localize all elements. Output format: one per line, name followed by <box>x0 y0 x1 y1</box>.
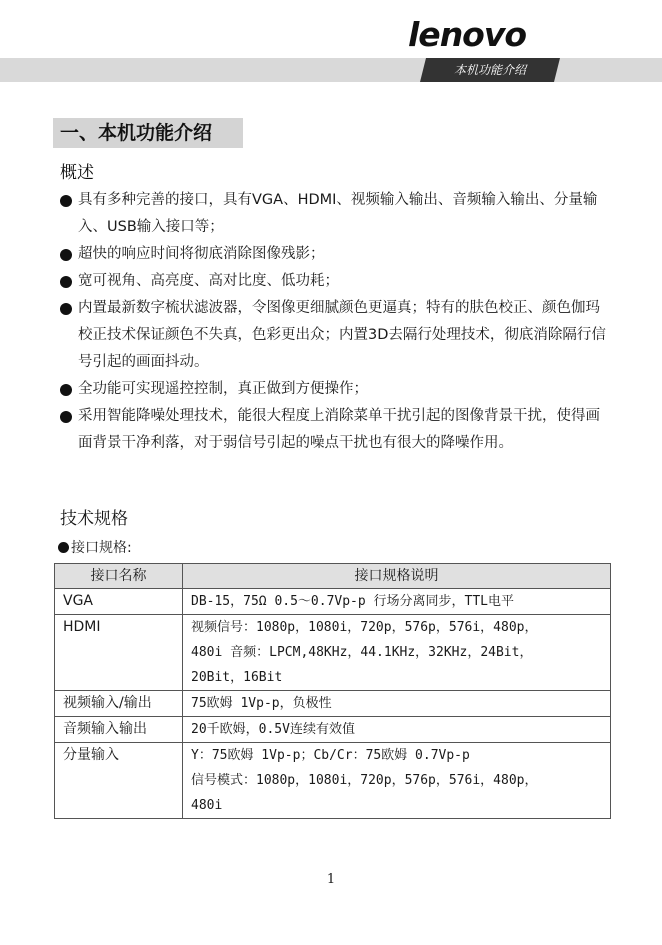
list-item <box>60 295 608 376</box>
list-item <box>60 187 608 241</box>
list-item-text: 内置最新数字梳状滤波器，令图像更细腻颜色更逼真；特有的肤色校正、颜色伽玛校正技术保证颜色不失真，色彩更出众；内置3D去隔行处理技术，彻底消除隔行信号引起的画面抖动。 <box>78 300 606 370</box>
list-item-text: 全功能可实现遥控控制，真正做到方便操作； <box>78 381 368 397</box>
list-item <box>60 241 608 268</box>
bullet-icon <box>58 542 69 553</box>
spec-line: 20Bit，16Bit <box>191 670 283 685</box>
spec-heading: 技术规格 <box>60 509 128 529</box>
table-row <box>55 691 611 717</box>
table-row <box>55 743 611 819</box>
interface-name: 视频输入/输出 <box>55 691 183 717</box>
spec-line: 20千欧姆，0.5V连续有效值 <box>191 722 355 737</box>
overview-heading: 概述 <box>60 163 94 183</box>
column-header-spec: 接口规格说明 <box>183 564 611 589</box>
header-tab-label: 本机功能介绍 <box>453 63 526 77</box>
list-item-text: 超快的响应时间将彻底消除图像残影； <box>78 246 325 262</box>
list-item <box>60 376 608 403</box>
list-item <box>60 403 608 457</box>
interface-spec <box>183 691 611 717</box>
spec-line: 480i 音频：LPCM,48KHz，44.1KHz，32KHz，24Bit， <box>191 645 533 660</box>
spec-line: DB-15，75Ω 0.5～0.7Vp-p 行场分离同步，TTL电平 <box>191 594 515 609</box>
feature-list <box>60 187 608 457</box>
interface-spec <box>183 589 611 615</box>
spec-line: 信号模式：1080p，1080i，720p，576p，576i，480p， <box>191 773 538 788</box>
list-item-text: 采用智能降噪处理技术，能很大程度上消除菜单干扰引起的图像背景干扰，使得画面背景干净利落，对于弱信号引起的噪点干扰也有很大的降噪作用。 <box>78 408 600 451</box>
interface-spec <box>183 615 611 691</box>
interface-spec <box>183 743 611 819</box>
bullet-icon <box>60 195 72 207</box>
list-item <box>60 268 608 295</box>
list-item-text: 宽可视角、高亮度、高对比度、低功耗； <box>78 273 339 289</box>
interface-spec <box>183 717 611 743</box>
page-number: 1 <box>326 872 336 887</box>
header-band <box>0 58 662 82</box>
interface-label <box>58 538 132 558</box>
spec-line: 视频信号：1080p，1080i，720p，576p，576i，480p， <box>191 620 538 635</box>
interface-name: VGA <box>55 589 183 615</box>
spec-line: Y：75欧姆 1Vp-p；Cb/Cr：75欧姆 0.7Vp-p <box>191 748 470 763</box>
section-title: 一、本机功能介绍 <box>60 122 213 144</box>
interface-name: HDMI <box>55 615 183 691</box>
table-row <box>55 615 611 691</box>
lenovo-logo: lenovo <box>408 15 527 54</box>
bullet-icon <box>60 276 72 288</box>
interface-name: 分量输入 <box>55 743 183 819</box>
interface-spec-table <box>54 563 611 819</box>
interface-label-text: 接口规格: <box>71 540 132 556</box>
bullet-icon <box>60 411 72 423</box>
table-header-row <box>55 564 611 589</box>
table-row <box>55 717 611 743</box>
bullet-icon <box>60 384 72 396</box>
column-header-name: 接口名称 <box>55 564 183 589</box>
interface-name: 音频输入输出 <box>55 717 183 743</box>
table-row <box>55 589 611 615</box>
list-item-text: 具有多种完善的接口，具有VGA、HDMI、视频输入输出、音频输入输出、分量输入、USB输入接口等； <box>78 192 598 235</box>
bullet-icon <box>60 303 72 315</box>
spec-line: 480i <box>191 798 223 813</box>
bullet-icon <box>60 249 72 261</box>
spec-line: 75欧姆 1Vp-p，负极性 <box>191 696 332 711</box>
